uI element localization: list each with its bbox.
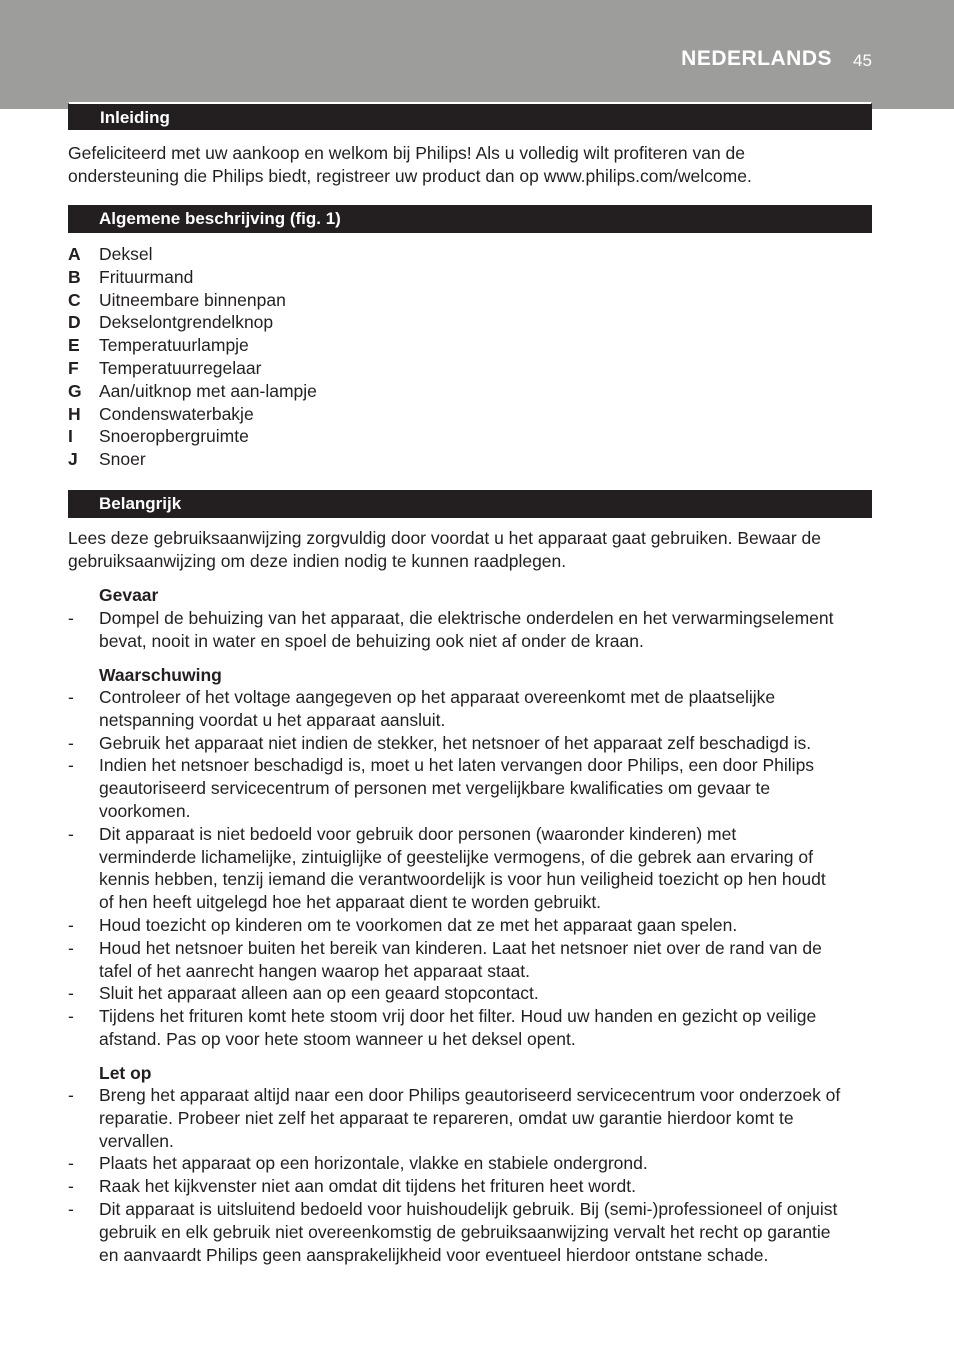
bullet-dash: - xyxy=(68,1198,74,1219)
text-line: bevat, nooit in water en spoel de behuizing ook niet af onder de kraan. xyxy=(99,630,644,651)
section-title-intro: Inleiding xyxy=(100,108,170,127)
bullet-item xyxy=(68,754,876,822)
bullet-dash: - xyxy=(68,937,74,958)
text-line: Houd het netsnoer buiten het bereik van kinderen. Laat het netsnoer niet over de rand van de xyxy=(99,937,822,958)
bullet-item xyxy=(68,823,876,914)
list-item xyxy=(68,380,874,403)
bullet-item xyxy=(68,1152,876,1175)
item-label: Uitneembare binnenpan xyxy=(99,289,286,310)
list-item xyxy=(68,289,874,312)
text-line: geautoriseerd servicecentrum of personen met vergelijkbare kwalificaties om gevaar te xyxy=(99,778,771,799)
text-line: of hen heeft uitgelegd hoe het apparaat dient te worden gebruikt. xyxy=(99,892,602,913)
bullet-item xyxy=(68,607,876,653)
heading-warning: Waarschuwing xyxy=(99,665,222,685)
list-item xyxy=(68,311,874,334)
item-letter: D xyxy=(68,312,81,333)
item-letter: A xyxy=(68,244,81,264)
bullet-item xyxy=(68,1175,876,1198)
bullet-text xyxy=(99,914,876,937)
bullet-item xyxy=(68,1084,876,1152)
bullet-text xyxy=(99,1084,876,1152)
bullet-item xyxy=(68,1198,876,1266)
section-bar-important xyxy=(68,490,872,518)
item-letter: I xyxy=(68,426,73,447)
item-label: Snoeropbergruimte xyxy=(99,426,249,447)
bullet-item xyxy=(68,982,876,1005)
text-line: Dit apparaat is niet bedoeld voor gebruik door personen (waaronder kinderen) met xyxy=(99,823,737,844)
bullet-text xyxy=(99,1175,876,1198)
text-line: Lees deze gebruiksaanwijzing zorgvuldig door voordat u het apparaat gaat gebruiken. Bewaar de xyxy=(68,528,821,548)
text-line: Gefeliciteerd met uw aankoop en welkom bij Philips! Als u volledig wilt profiteren van de xyxy=(68,143,746,163)
bullet-text xyxy=(99,823,876,914)
text-line: reparatie. Probeer niet zelf het apparaat te repareren, omdat uw garantie hierdoor komt te xyxy=(99,1107,794,1128)
section-bar-intro xyxy=(68,102,872,130)
item-label: Deksel xyxy=(99,244,153,264)
text-line: Tijdens het frituren komt hete stoom vrij door het filter. Houd uw handen en gezicht op veilige xyxy=(99,1006,817,1027)
item-label: Temperatuurlampje xyxy=(99,335,249,356)
important-paragraph xyxy=(68,527,874,573)
item-label: Frituurmand xyxy=(99,266,194,287)
text-line: Raak het kijkvenster niet aan omdat dit tijdens het frituren heet wordt. xyxy=(99,1176,636,1197)
bullet-dash: - xyxy=(68,1153,74,1174)
parts-list xyxy=(68,243,874,471)
item-letter: E xyxy=(68,335,80,356)
text-line: Houd toezicht op kinderen om te voorkomen dat ze met het apparaat gaan spelen. xyxy=(99,914,738,935)
text-line: Plaats het apparaat op een horizontale, vlakke en stabiele ondergrond. xyxy=(99,1153,648,1174)
bullet-dash: - xyxy=(68,687,74,707)
warning-list xyxy=(68,686,876,1051)
list-item xyxy=(68,403,874,426)
bullet-item xyxy=(68,686,876,732)
text-line: Indien het netsnoer beschadigd is, moet u het laten vervangen door Philips, een door Philips xyxy=(99,755,815,776)
list-item xyxy=(68,425,874,448)
item-letter: C xyxy=(68,289,81,310)
bullet-text xyxy=(99,607,876,653)
bullet-item xyxy=(68,937,876,983)
bullet-text xyxy=(99,686,876,732)
bullet-text xyxy=(99,1198,876,1266)
heading-caution: Let op xyxy=(99,1063,152,1083)
bullet-dash: - xyxy=(68,1006,74,1027)
bullet-dash: - xyxy=(68,823,74,844)
text-line: en aanvaardt Philips geen aansprakelijkheid voor eventueel hierdoor ontstane schade. xyxy=(99,1244,769,1265)
bullet-dash: - xyxy=(68,608,74,628)
text-line: Dit apparaat is uitsluitend bedoeld voor huishoudelijk gebruik. Bij (semi-)professioneel of onjuist xyxy=(99,1198,838,1219)
list-item xyxy=(68,243,874,266)
list-item xyxy=(68,448,874,471)
bullet-text xyxy=(99,982,876,1005)
item-letter: G xyxy=(68,380,82,401)
text-line: verminderde lichamelijke, zintuiglijke of geestelijke vermogens, of die gebrek aan ervaring of xyxy=(99,846,813,867)
item-letter: H xyxy=(68,403,81,424)
item-label: Aan/uitknop met aan-lampje xyxy=(99,380,317,401)
text-line: kennis hebben, tenzij iemand die verantwoordelijk is voor hun veiligheid toezicht op hen houdt xyxy=(99,869,826,890)
text-line: Dompel de behuizing van het apparaat, die elektrische onderdelen en het verwarmingselement xyxy=(99,608,834,628)
intro-paragraph xyxy=(68,142,874,188)
text-line: Sluit het apparaat alleen aan op een geaard stopcontact. xyxy=(99,983,539,1004)
bullet-dash: - xyxy=(68,1085,74,1105)
item-label: Condenswaterbakje xyxy=(99,403,254,424)
bullet-dash: - xyxy=(68,983,74,1004)
text-line: Breng het apparaat altijd naar een door Philips geautoriseerd servicecentrum voor onderzoek of xyxy=(99,1085,841,1105)
list-item xyxy=(68,266,874,289)
text-line: Gebruik het apparaat niet indien de stekker, het netsnoer of het apparaat zelf beschadigd is. xyxy=(99,732,812,753)
bullet-dash: - xyxy=(68,755,74,776)
text-line: netspanning voordat u het apparaat aansluit. xyxy=(99,709,446,730)
section-title-important: Belangrijk xyxy=(99,494,182,513)
text-line: gebruik en elk gebruik niet overeenkomstig de gebruiksaanwijzing vervalt het recht op garantie xyxy=(99,1221,831,1242)
heading-danger: Gevaar xyxy=(99,585,159,605)
caution-list xyxy=(68,1084,876,1266)
header-band xyxy=(0,0,954,109)
bullet-item xyxy=(68,1005,876,1051)
item-letter: J xyxy=(68,449,78,470)
section-title-description: Algemene beschrijving (fig. 1) xyxy=(99,209,341,228)
text-line: Controleer of het voltage aangegeven op het apparaat overeenkomt met de plaatselijke xyxy=(99,687,776,707)
list-item xyxy=(68,334,874,357)
list-item xyxy=(68,357,874,380)
text-line: tafel of het aanrecht hangen waarop het apparaat staat. xyxy=(99,960,531,981)
page-number: 45 xyxy=(853,51,872,70)
bullet-text xyxy=(99,732,876,755)
bullet-dash: - xyxy=(68,732,74,753)
bullet-text xyxy=(99,754,876,822)
bullet-text xyxy=(99,1152,876,1175)
section-bar-description xyxy=(68,205,872,233)
bullet-text xyxy=(99,1005,876,1051)
bullet-text xyxy=(99,937,876,983)
item-letter: B xyxy=(68,266,81,287)
danger-list xyxy=(68,607,876,653)
language-label: NEDERLANDS xyxy=(681,47,832,70)
text-line: afstand. Pas op voor hete stoom wanneer u het deksel opent. xyxy=(99,1028,576,1049)
bullet-dash: - xyxy=(68,1176,74,1197)
bullet-item xyxy=(68,732,876,755)
item-letter: F xyxy=(68,357,79,378)
item-label: Dekselontgrendelknop xyxy=(99,312,274,333)
bullet-dash: - xyxy=(68,914,74,935)
bullet-item xyxy=(68,914,876,937)
text-line: ondersteuning die Philips biedt, registreer uw product dan op www.philips.com/welcome. xyxy=(68,165,752,186)
text-line: voorkomen. xyxy=(99,800,191,821)
text-line: vervallen. xyxy=(99,1130,174,1151)
text-line: gebruiksaanwijzing om deze indien nodig te kunnen raadplegen. xyxy=(68,550,567,571)
item-label: Snoer xyxy=(99,449,146,470)
item-label: Temperatuurregelaar xyxy=(99,357,262,378)
